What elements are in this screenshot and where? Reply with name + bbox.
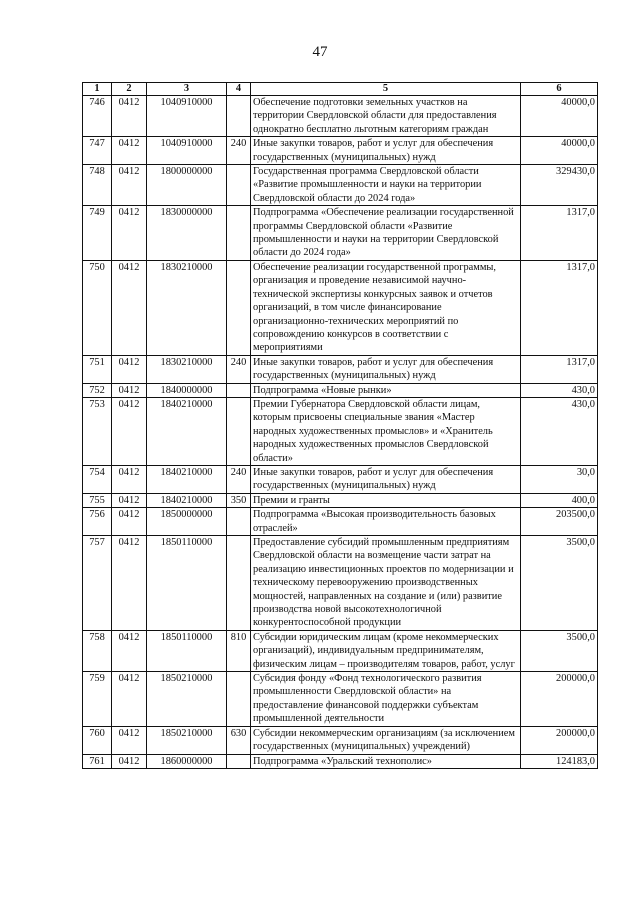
row-number: 758	[83, 630, 112, 671]
table-row	[83, 397, 598, 465]
expense-type-code	[227, 397, 251, 465]
section-code: 0412	[112, 96, 147, 137]
row-sum: 203500,0	[521, 508, 598, 536]
target-code: 1840210000	[147, 397, 227, 465]
row-name: Субсидии некоммерческим организациям (за исключением государственных (муниципальных) учреждений)	[251, 726, 521, 754]
expense-type-code: 350	[227, 493, 251, 507]
table-row	[83, 726, 598, 754]
table-row	[83, 260, 598, 355]
row-sum: 3500,0	[521, 536, 598, 631]
row-number: 760	[83, 726, 112, 754]
row-name: Субсидии юридическим лицам (кроме некоммерческих организаций), индивидуальным предпринимателям, физическим лицам – производителям товаров, работ, услуг	[251, 630, 521, 671]
table-row	[83, 96, 598, 137]
table-row	[83, 672, 598, 727]
target-code: 1830210000	[147, 355, 227, 383]
row-sum: 400,0	[521, 493, 598, 507]
row-sum: 30,0	[521, 465, 598, 493]
row-name: Премии и гранты	[251, 493, 521, 507]
target-code: 1040910000	[147, 137, 227, 165]
section-code: 0412	[112, 206, 147, 261]
row-name: Предоставление субсидий промышленным предприятиям Свердловской области на возмещение части затрат на реализацию инвестиционных проектов по модернизации и техническому перевооружению производственных мощностей, направленных на создание и (или) развитие производства новой высокотехнологичной конкурентоспособной продукции	[251, 536, 521, 631]
header-row	[83, 83, 598, 96]
header-col-3: 3	[147, 83, 227, 96]
row-number: 754	[83, 465, 112, 493]
target-code: 1800000000	[147, 165, 227, 206]
row-sum: 200000,0	[521, 726, 598, 754]
table-row	[83, 754, 598, 768]
expense-type-code	[227, 508, 251, 536]
section-code: 0412	[112, 383, 147, 397]
row-sum: 430,0	[521, 397, 598, 465]
target-code: 1850110000	[147, 536, 227, 631]
header-col-6: 6	[521, 83, 598, 96]
target-code: 1850110000	[147, 630, 227, 671]
section-code: 0412	[112, 260, 147, 355]
expense-type-code	[227, 754, 251, 768]
row-name: Государственная программа Свердловской области «Развитие промышленности и науки на территории Свердловской области до 2024 года»	[251, 165, 521, 206]
section-code: 0412	[112, 508, 147, 536]
header-col-1: 1	[83, 83, 112, 96]
expense-type-code: 810	[227, 630, 251, 671]
header-col-2: 2	[112, 83, 147, 96]
row-number: 750	[83, 260, 112, 355]
section-code: 0412	[112, 672, 147, 727]
row-sum: 40000,0	[521, 137, 598, 165]
row-sum: 1317,0	[521, 206, 598, 261]
section-code: 0412	[112, 465, 147, 493]
target-code: 1040910000	[147, 96, 227, 137]
row-name: Подпрограмма «Новые рынки»	[251, 383, 521, 397]
row-sum: 1317,0	[521, 260, 598, 355]
table-row	[83, 165, 598, 206]
row-name: Иные закупки товаров, работ и услуг для обеспечения государственных (муниципальных) нужд	[251, 355, 521, 383]
row-number: 753	[83, 397, 112, 465]
page-number: 47	[312, 44, 328, 60]
row-name: Подпрограмма «Высокая производительность базовых отраслей»	[251, 508, 521, 536]
row-name: Иные закупки товаров, работ и услуг для обеспечения государственных (муниципальных) нужд	[251, 137, 521, 165]
target-code: 1850000000	[147, 508, 227, 536]
row-number: 756	[83, 508, 112, 536]
table-row	[83, 508, 598, 536]
row-sum: 1317,0	[521, 355, 598, 383]
row-number: 751	[83, 355, 112, 383]
table-row	[83, 137, 598, 165]
header-col-5: 5	[251, 83, 521, 96]
row-name: Обеспечение подготовки земельных участков на территории Свердловской области для предоставления однократно бесплатно льготным категориям граждан	[251, 96, 521, 137]
row-name: Премии Губернатора Свердловской области лицам, которым присвоены специальные звания «Мастер народных художественных промыслов» и «Хранитель народных художественных промыслов Свердловской области»	[251, 397, 521, 465]
target-code: 1830000000	[147, 206, 227, 261]
table-row	[83, 493, 598, 507]
row-name: Обеспечение реализации государственной программы, организация и проведение независимой научно-технической экспертизы конкурсных заявок и отчетов организаций, в том числе финансирование организационно-технических мероприятий по сопровождению конкурсов в соответствии с мероприятиями	[251, 260, 521, 355]
section-code: 0412	[112, 355, 147, 383]
row-name: Субсидия фонду «Фонд технологического развития промышленности Свердловской области» на предоставление финансовой поддержки субъектам промышленной деятельности	[251, 672, 521, 727]
row-name: Иные закупки товаров, работ и услуг для обеспечения государственных (муниципальных) нужд	[251, 465, 521, 493]
expense-type-code: 240	[227, 137, 251, 165]
row-sum: 124183,0	[521, 754, 598, 768]
row-number: 757	[83, 536, 112, 631]
section-code: 0412	[112, 754, 147, 768]
row-number: 755	[83, 493, 112, 507]
row-sum: 3500,0	[521, 630, 598, 671]
budget-table	[82, 82, 598, 769]
row-number: 761	[83, 754, 112, 768]
row-sum: 329430,0	[521, 165, 598, 206]
expense-type-code	[227, 206, 251, 261]
expense-type-code	[227, 165, 251, 206]
target-code: 1840210000	[147, 493, 227, 507]
row-sum: 200000,0	[521, 672, 598, 727]
section-code: 0412	[112, 630, 147, 671]
row-sum: 40000,0	[521, 96, 598, 137]
table-row	[83, 630, 598, 671]
target-code: 1850210000	[147, 672, 227, 727]
section-code: 0412	[112, 536, 147, 631]
header-col-4: 4	[227, 83, 251, 96]
expense-type-code	[227, 96, 251, 137]
expense-type-code: 630	[227, 726, 251, 754]
expense-type-code	[227, 383, 251, 397]
row-name: Подпрограмма «Уральский технополис»	[251, 754, 521, 768]
table-row	[83, 206, 598, 261]
section-code: 0412	[112, 493, 147, 507]
expense-type-code: 240	[227, 355, 251, 383]
table-row	[83, 536, 598, 631]
table-row	[83, 355, 598, 383]
row-number: 746	[83, 96, 112, 137]
target-code: 1850210000	[147, 726, 227, 754]
row-number: 749	[83, 206, 112, 261]
target-code: 1830210000	[147, 260, 227, 355]
expense-type-code: 240	[227, 465, 251, 493]
section-code: 0412	[112, 137, 147, 165]
table-row	[83, 383, 598, 397]
target-code: 1840210000	[147, 465, 227, 493]
section-code: 0412	[112, 726, 147, 754]
row-number: 752	[83, 383, 112, 397]
expense-type-code	[227, 260, 251, 355]
section-code: 0412	[112, 165, 147, 206]
target-code: 1860000000	[147, 754, 227, 768]
target-code: 1840000000	[147, 383, 227, 397]
table-row	[83, 465, 598, 493]
expense-type-code	[227, 672, 251, 727]
row-name: Подпрограмма «Обеспечение реализации государственной программы Свердловской области «Развитие промышленности и науки на территории Свердловской области до 2024 года»	[251, 206, 521, 261]
row-sum: 430,0	[521, 383, 598, 397]
row-number: 759	[83, 672, 112, 727]
row-number: 748	[83, 165, 112, 206]
expense-type-code	[227, 536, 251, 631]
section-code: 0412	[112, 397, 147, 465]
row-number: 747	[83, 137, 112, 165]
